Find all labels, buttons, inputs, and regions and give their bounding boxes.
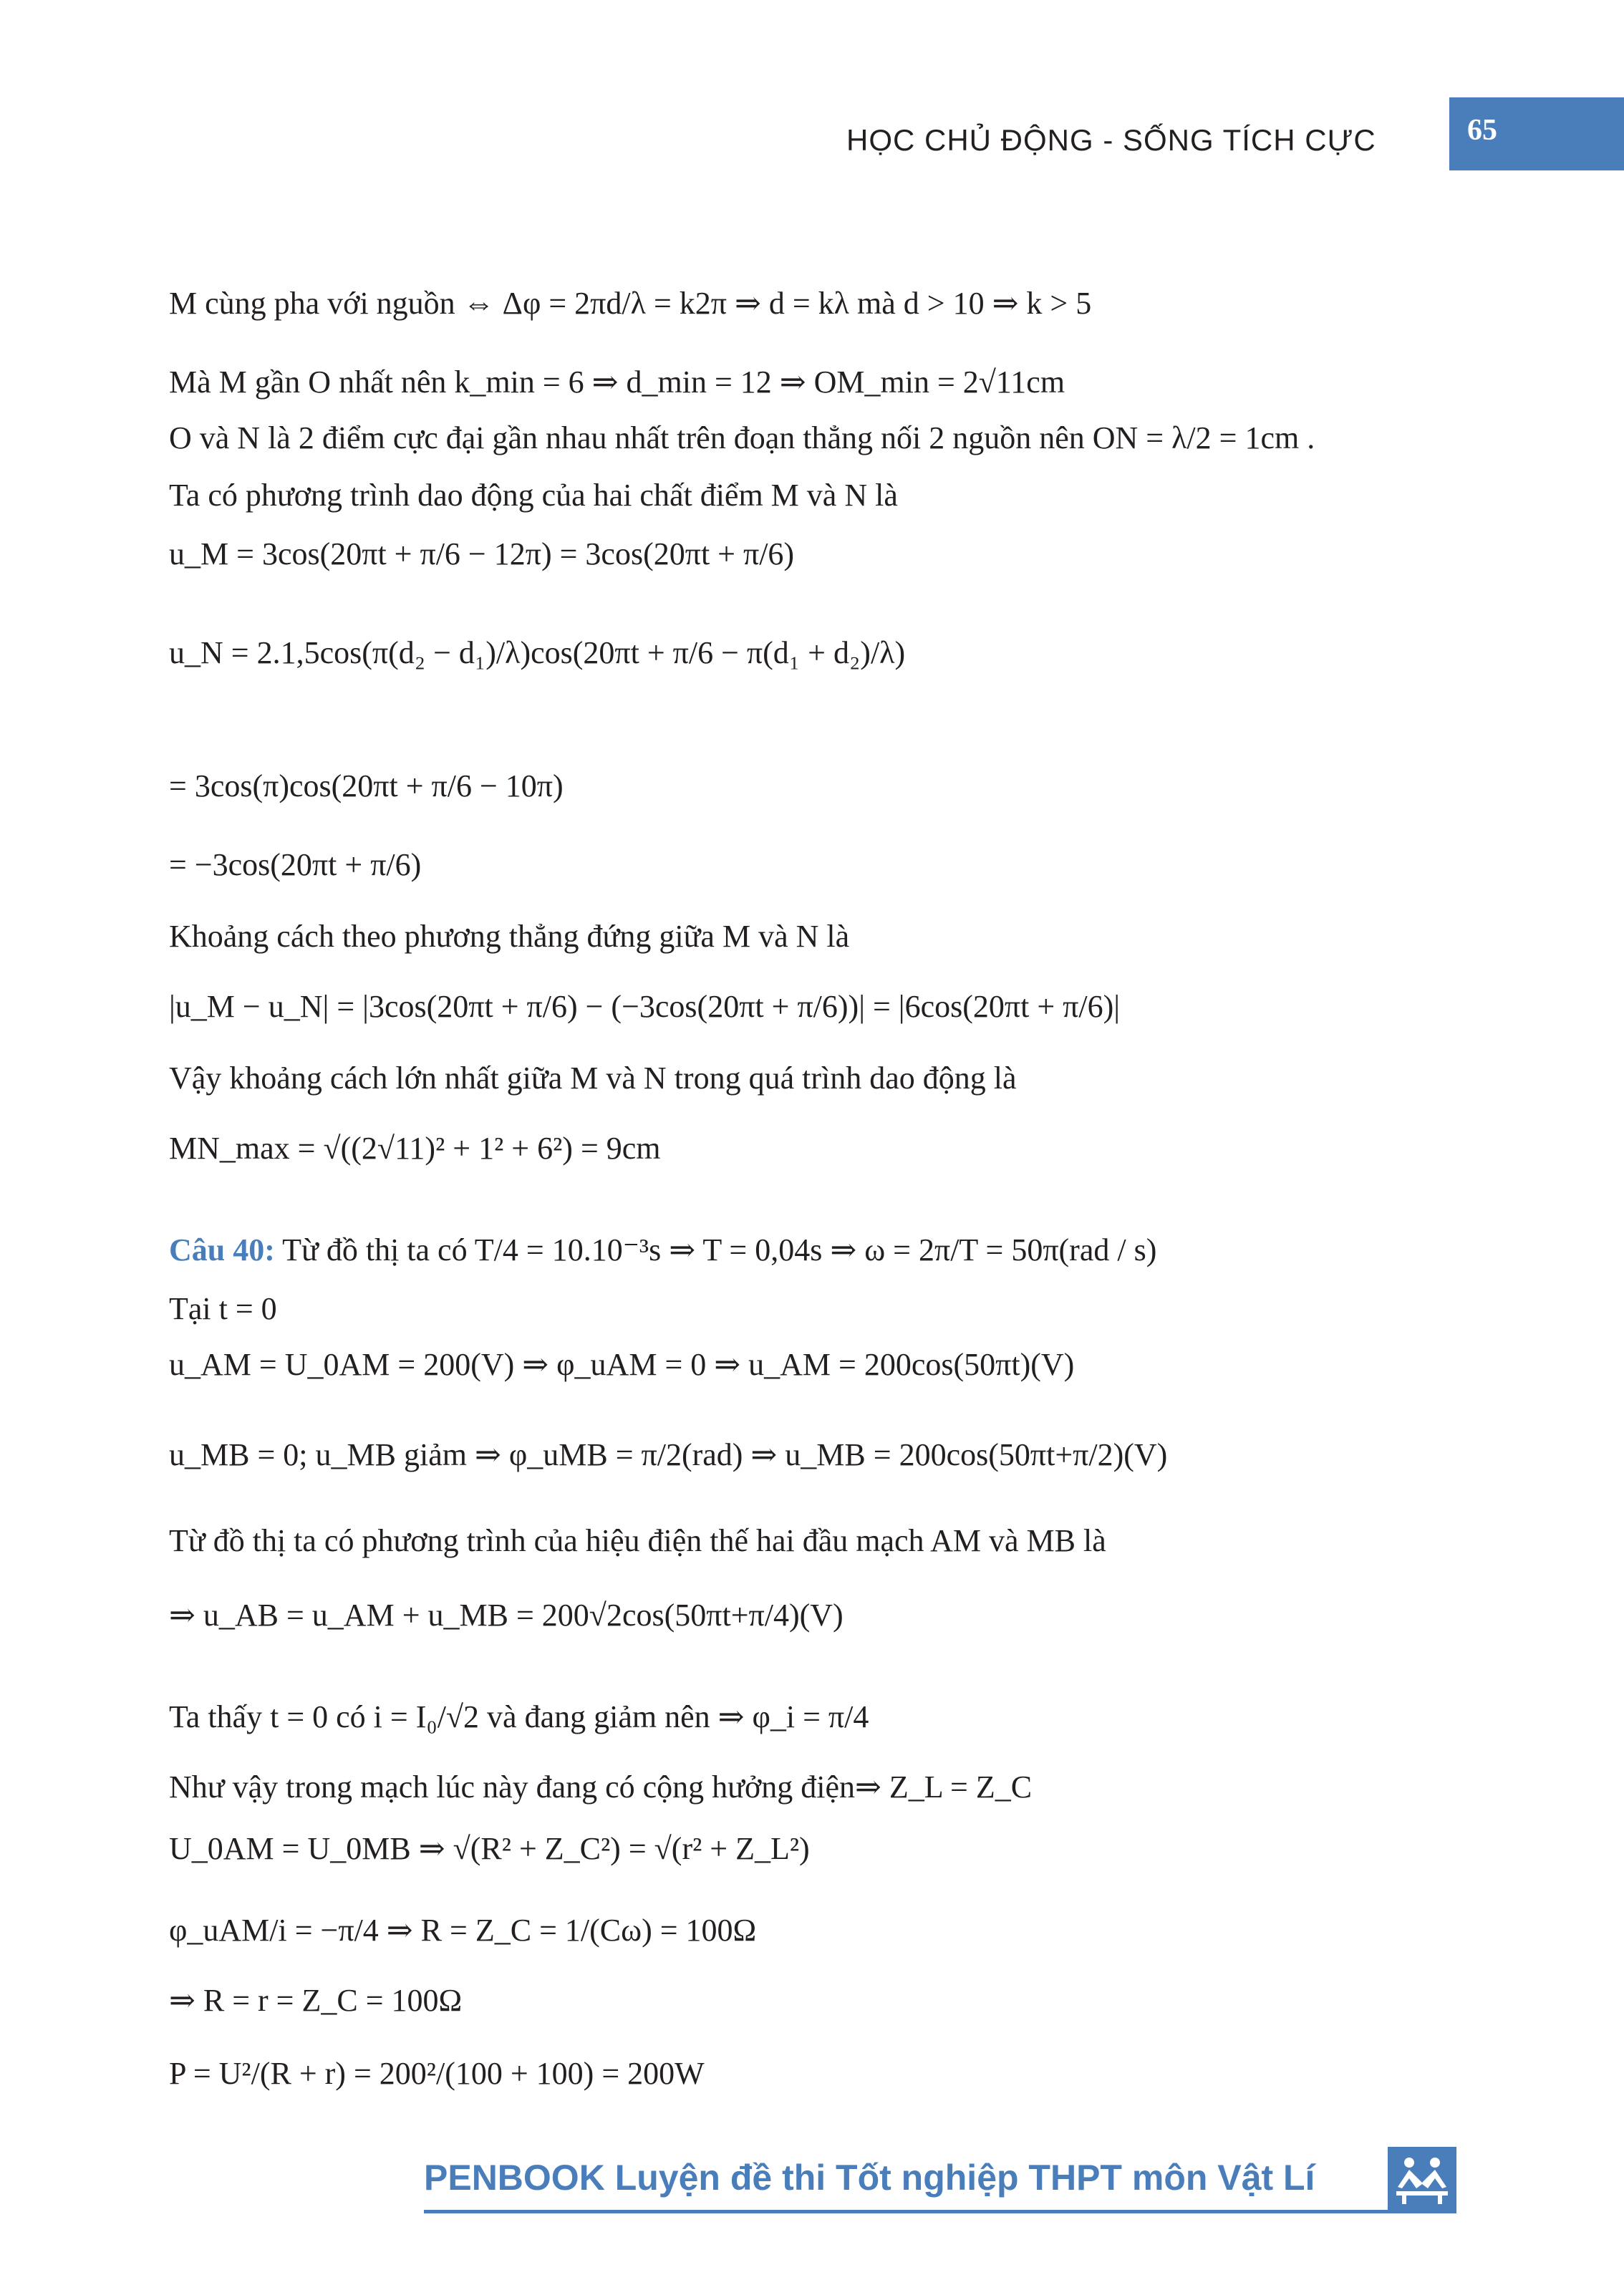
line-cong-huong: Như vậy trong mạch lúc này đang có cộng hưởng điện⇒ Z_L = Z_C — [169, 1769, 1033, 1805]
equation-uam: u_AM = U_0AM = 200(V) ⇒ φ_uAM = 0 ⇒ u_AM = 200cos(50πt)(V) — [169, 1347, 1075, 1382]
equation-mn-max: MN_max = √((2√11)² + 1² + 6²) = 9cm — [169, 1131, 661, 1166]
question-40-intro — [169, 1232, 1156, 1270]
line-dong-dien: Ta thấy t = 0 có i = I₀/√2 và đang giảm nên ⇒ φ_i = π/4 — [169, 1699, 869, 1734]
question-label: Câu 40: — [169, 1232, 275, 1267]
line-m-gan-o: Mà M gần O nhất nên k_min = 6 ⇒ d_min = 12 ⇒ OM_min = 2√11cm — [169, 364, 1065, 400]
equation-u0am-u0mb: U_0AM = U_0MB ⇒ √(R² + Z_C²) = √(r² + Z_L²) — [169, 1831, 810, 1866]
line-tai-t0: Tại t = 0 — [169, 1291, 277, 1326]
line-phuong-trinh-ab: Từ đồ thị ta có phương trình của hiệu điện thế hai đầu mạch AM và MB là — [169, 1523, 1106, 1558]
line-khoang-cach: Khoảng cách theo phương thẳng đứng giữa M và N là — [169, 919, 850, 954]
equation-um: u_M = 3cos(20πt + π/6 − 12π) = 3cos(20πt + π/6) — [169, 536, 795, 571]
equation-r-zc: ⇒ R = r = Z_C = 100Ω — [169, 1983, 463, 2018]
equation-power: P = U²/(R + r) = 200²/(100 + 100) = 200W — [169, 2056, 705, 2091]
line-khoang-cach-max: Vậy khoảng cách lớn nhất giữa M và N trong quá trình dao động là — [169, 1061, 1017, 1096]
line-on-lambda: O và N là 2 điểm cực đại gần nhau nhất trên đoạn thẳng nối 2 nguồn nên ON = λ/2 = 1cm . — [169, 420, 1315, 455]
equation-un-step1: = 3cos(π)cos(20πt + π/6 − 10π) — [169, 768, 564, 803]
page-number-box — [1449, 97, 1624, 170]
footer-text: PENBOOK Luyện đề thi Tốt nghiệp THPT môn Vật Lí — [424, 2158, 1315, 2198]
equation-un-step2: = −3cos(20πt + π/6) — [169, 847, 422, 882]
question-intro-text: Từ đồ thị ta có T/4 = 10.10⁻³s ⇒ T = 0,04s ⇒ ω = 2π/T = 50π(rad / s) — [282, 1232, 1157, 1267]
penbook-logo-icon — [1388, 2147, 1456, 2210]
line-phuong-trinh: Ta có phương trình dao động của hai chất điểm M và N là — [169, 478, 898, 513]
footer-underline — [424, 2210, 1456, 2213]
equation-phi-uam: φ_uAM/i = −π/4 ⇒ R = Z_C = 1/(Cω) = 100Ω — [169, 1913, 757, 1948]
equation-umb: u_MB = 0; u_MB giảm ⇒ φ_uMB = π/2(rad) ⇒ u_MB = 200cos(50πt+π/2)(V) — [169, 1437, 1168, 1472]
equation-uab: ⇒ u_AB = u_AM + u_MB = 200√2cos(50πt+π/4)(V) — [169, 1598, 844, 1633]
equation-un: u_N = 2.1,5cos(π(d₂ − d₁)/λ)cos(20πt + π/6 − π(d₁ + d₂)/λ) — [169, 635, 906, 670]
page-number: 65 — [1467, 114, 1497, 147]
equation-um-minus-un: |u_M − u_N| = |3cos(20πt + π/6) − (−3cos(20πt + π/6))| = |6cos(20πt + π/6)| — [169, 989, 1121, 1024]
header-title: HỌC CHỦ ĐỘNG - SỐNG TÍCH CỰC — [846, 123, 1376, 157]
line-cung-pha: M cùng pha với nguồn ⇔ Δφ = 2πd/λ = k2π ⇒ d = kλ mà d > 10 ⇒ k > 5 — [169, 286, 1092, 321]
